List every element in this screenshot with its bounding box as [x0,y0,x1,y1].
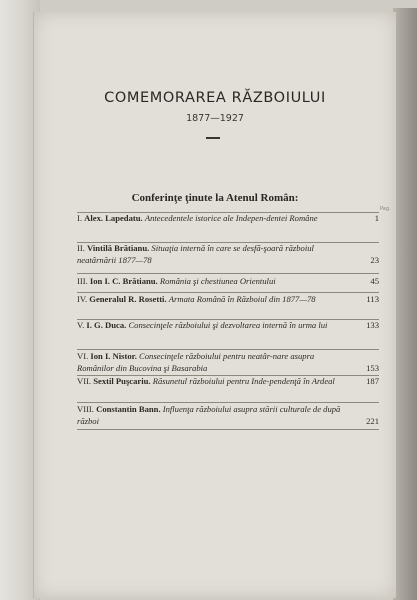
toc-entry-1: I. Alex. Lapedatu. Antecedentele istorice ale Indepen-dentei Române 1 [77,213,379,223]
page-title: COMEMORAREA RĂZBOIULUI [104,90,326,106]
toc-entry-6: VI. Ion I. Nistor. Consecinţele războiului pentru neatâr-nare asupra Românilor din Bucovina şi Basarabia 153 [77,351,379,373]
toc-heading: Conferinţe ţinute la Atenul Român: [131,192,299,204]
toc-entry-page: 1 [374,213,379,223]
toc-entry-page: 113 [366,294,379,304]
toc-entry-4: IV. Generalul R. Rosetti. Armata Română în Războiul din 1877—78 113 [77,294,379,304]
toc-divider [77,273,379,274]
page-column-label: Pag. [380,206,391,212]
toc-entry-7: VII. Sextil Puşcariu. Răsunetul războiului pentru Inde-pendenţă în Ardeal 187 [77,376,379,386]
book-page [33,12,396,598]
toc-divider [77,429,379,430]
toc-divider [77,402,379,403]
toc-divider [77,292,379,293]
toc-entry-page: 133 [366,320,379,330]
toc-entry-page: 153 [366,362,379,373]
toc-entry-page: 221 [366,415,379,426]
right-book-edge [393,8,417,600]
toc-entry-page: 45 [370,276,379,286]
toc-entry-8: VIII. Constantin Bann. Influenţa războiului asupra stării culturale de după război 221 [77,404,379,426]
years-subtitle: 1877—1927 [186,113,244,124]
toc-entry-2: II. Vintilă Brătianu. Situaţia internă în care se desfă-şoară războiul neatârnării 1877—78 23 [77,243,379,265]
toc-entry-5: V. I. G. Duca. Consecinţele războiului şi dezvoltarea internă în urma lui 133 [77,320,379,330]
toc-entry-3: III. Ion I. C. Brătianu. România şi chestiunea Orientului 45 [77,276,379,286]
toc-divider [77,349,379,350]
toc-entry-page: 187 [366,376,379,386]
title-rule [206,137,220,139]
toc-entry-page: 23 [370,254,379,265]
